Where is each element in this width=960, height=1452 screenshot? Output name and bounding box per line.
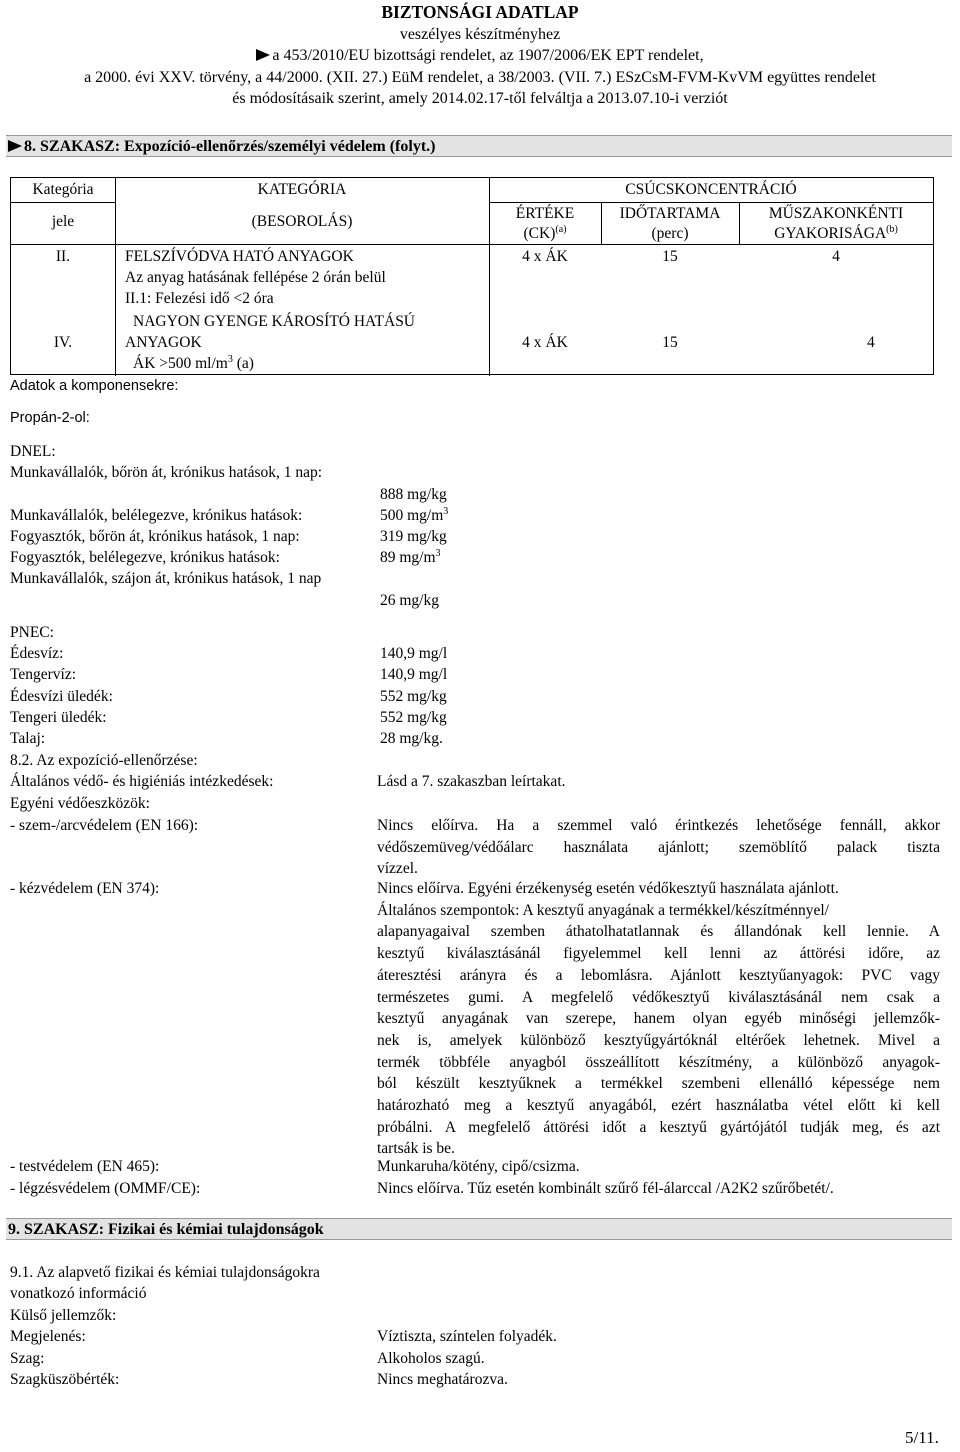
dnel-row-5-label: Munkavállalók, szájon át, krónikus hatások, 1 nap (10, 570, 322, 587)
header-line-2 (0, 45, 960, 67)
pnec-row-1-label: Édesvíz: (10, 645, 64, 662)
header-line-3: a 2000. évi XXV. törvény, a 44/2000. (XII. 27.) EüM rendelet, a 38/2003. (VII. 7.) ESzCsM-FVM-KvVM együttes rendelet (84, 68, 876, 86)
odor-value: Alkoholos szagú. (377, 1350, 485, 1367)
table-divider (11, 244, 933, 245)
body-protection-label: - testvédelem (EN 465): (10, 1158, 160, 1175)
dnel-row-1-label: Munkavállalók, bőrön át, krónikus hatások, 1 nap: (10, 464, 323, 481)
header-csucskoncentracio: CSÚCSKONCENTRÁCIÓ (625, 181, 797, 198)
pnec-row-1-value: 140,9 mg/l (380, 645, 448, 662)
pnec-row-4-label: Tengeri üledék: (10, 709, 107, 726)
row-1-line-3: II.1: Felezési idő <2 óra (125, 290, 274, 307)
row-1-gyakorisag: 4 (832, 248, 840, 265)
header-gyakorisaga (739, 224, 933, 243)
general-measures-label: Általános védő- és higiéniás intézkedések: (10, 773, 274, 790)
respiratory-protection-label: - légzésvédelem (OMMF/CE): (10, 1180, 201, 1197)
exposure-category-table (10, 177, 934, 375)
header-ck (489, 224, 601, 243)
header-erteke: ÉRTÉKE (515, 205, 575, 222)
section-8-title: 8. SZAKASZ: Expozíció-ellenőrzés/személyi védelem (folyt.) (24, 138, 436, 155)
table-divider (115, 178, 116, 376)
row-2-idotartam: 15 (662, 334, 678, 351)
eye-protection-line: vízzel. (377, 860, 418, 878)
row-2-line-3-sup: 3 (227, 354, 233, 365)
dnel-row-4-label: Fogyasztók, belélegezve, krónikus hatások: (10, 549, 280, 566)
row-1-line-2: Az anyag hatásának fellépése 2 órán belül (125, 269, 386, 286)
dnel-row-3-label: Fogyasztók, bőrön át, krónikus hatások, 1 nap: (10, 528, 300, 545)
hand-protection-line: Általános szempontok: A kesztyű anyagának a termékkel/készítménnyel/ (377, 901, 829, 919)
odor-label: Szag: (10, 1350, 45, 1367)
hand-protection-line: ból készült kesztyűknek a termékkel szembeni ellenálló képessége nem (377, 1075, 940, 1093)
dnel-row-2-sup: 3 (443, 506, 449, 517)
header-besorolas: (BESOROLÁS) (251, 213, 353, 230)
document-header (0, 2, 960, 110)
pnec-row-2-value: 140,9 mg/l (380, 666, 448, 683)
dnel-row-2-value (380, 507, 448, 525)
row-2-line-3-suffix: (a) (232, 355, 254, 372)
dnel-row-3-value: 319 mg/kg (380, 528, 447, 545)
pnec-row-5-value: 28 mg/kg. (380, 730, 443, 747)
pnec-row-4-value: 552 mg/kg (380, 709, 447, 726)
row-2-gyakorisag: 4 (867, 334, 875, 351)
hand-protection-line: alapanyagaival szemben áthatolhatatlannak és állandónak kell lennie. A (377, 923, 940, 941)
header-kategoria: Kategória (32, 181, 94, 198)
row-1-idotartam: 15 (662, 248, 678, 265)
adatok-label: Adatok a komponensekre: (10, 378, 179, 394)
eye-protection-line: Nincs előírva. Ha a szemmel való érintkezés lehetősége fennáll, akkor (377, 817, 940, 834)
row-2-line-1: NAGYON GYENGE KÁROSÍTÓ HATÁSÚ (133, 313, 416, 330)
document-title: BIZTONSÁGI ADATLAP (381, 2, 579, 22)
hand-protection-line: kesztyű anyagának van szerepe, hanem olyan egyéb minőségi jellemzők- (377, 1010, 940, 1028)
page-number: 5/11. (905, 1428, 939, 1447)
expo-title: 8.2. Az expozíció-ellenőrzése: (10, 752, 198, 769)
hand-protection-line: határozható meg a kesztyű anyagából, ezért használatba vétel előtt ki kell (377, 1097, 940, 1115)
hand-protection-line: áteresztési arányra és a lebomlásra. Ajánlott kesztyűanyagok: PVC vagy (377, 966, 940, 984)
hand-protection-line: kesztyű kiválasztásánál figyelemmel kell lenni az áttörési időre, az (377, 945, 940, 963)
pnec-row-3-label: Édesvízi üledék: (10, 688, 113, 705)
row-2-ertek: 4 x ÁK (522, 334, 568, 351)
header-jele: jele (51, 213, 75, 230)
dnel-row-5-value: 26 mg/kg (380, 592, 439, 609)
hand-protection-line: nek is, amelyek különböző kesztyűgyártóknál eltérőek lehetnek. Mivel a (377, 1031, 940, 1049)
header-kategoria-upper: KATEGÓRIA (257, 181, 347, 198)
table-divider (11, 374, 115, 375)
body-protection-value: Munkaruha/kötény, cipő/csizma. (377, 1158, 580, 1175)
dnel-row-4-sup: 3 (435, 548, 441, 559)
section-8-heading (6, 135, 952, 157)
sec91-line-2: vonatkozó információ (10, 1285, 147, 1302)
dnel-title: DNEL: (10, 443, 56, 460)
header-line-4: és módosításaik szerint, amely 2014.02.17-től felváltja a 2013.07.10-i verziót (232, 90, 728, 107)
appearance-value: Víztiszta, színtelen folyadék. (377, 1328, 557, 1345)
row-1-ertek: 4 x ÁK (522, 248, 568, 265)
odor-threshold-value: Nincs meghatározva. (377, 1371, 508, 1388)
hand-protection-line: tartsák is be. (377, 1140, 455, 1158)
table-divider (11, 202, 115, 203)
hand-protection-line: termék többféle anyagból összeállított készítmény, a különböző anyagok- (377, 1053, 940, 1071)
appearance-label: Megjelenés: (10, 1328, 86, 1345)
header-gyakorisaga-sup: (b) (886, 224, 898, 235)
pnec-row-2-label: Tengervíz: (10, 666, 77, 683)
header-ck-text: (CK) (523, 225, 556, 242)
general-measures-value: Lásd a 7. szakaszban leírtakat. (377, 773, 566, 790)
eye-protection-text (377, 815, 940, 880)
hand-protection-line: Nincs előírva. Egyéni érzékenység esetén védőkesztyű használata ajánlott. (377, 880, 839, 897)
pvd-label: Egyéni védőeszközök: (10, 795, 150, 812)
dnel-row-4-value (380, 549, 441, 567)
header-perc: (perc) (651, 225, 689, 242)
triangle-arrow-icon (8, 140, 22, 152)
sec91-line-3: Külső jellemzők: (10, 1307, 117, 1324)
header-ck-sup: (a) (555, 224, 567, 235)
hand-protection-text (377, 878, 940, 1160)
dnel-row-1-value: 888 mg/kg (380, 486, 447, 503)
eye-protection-label: - szem-/arcvédelem (EN 166): (10, 817, 199, 834)
hand-protection-line: természetes gumi. A megfelelő védőkesztyű kiválasztásánál nem csak a (377, 988, 940, 1006)
row-1-jele: II. (55, 248, 71, 265)
triangle-arrow-icon (256, 49, 270, 61)
hand-protection-label: - kézvédelem (EN 374): (10, 880, 160, 897)
row-2-line-3 (133, 354, 254, 373)
row-2-line-2: ANYAGOK (125, 334, 202, 351)
section-9-heading: 9. SZAKASZ: Fizikai és kémiai tulajdonságok (6, 1218, 952, 1240)
row-2-jele: IV. (53, 334, 73, 351)
hand-protection-line: próbálni. A megfelelő áttörési időt a kesztyű gyártójától tudják meg, és azt (377, 1118, 940, 1136)
pnec-row-3-value: 552 mg/kg (380, 688, 447, 705)
header-muszakonkenti: MŰSZAKONKÉNTI (768, 205, 904, 222)
row-2-line-3-text: ÁK >500 ml/m (133, 355, 228, 372)
propan-label: Propán-2-ol: (10, 410, 90, 426)
dnel-row-2-label: Munkavállalók, belélegezve, krónikus hatások: (10, 507, 303, 524)
dnel-row-2-value-text: 500 mg/m (380, 507, 444, 524)
header-line-1: veszélyes készítményhez (399, 25, 561, 43)
eye-protection-line: védőszemüveg/védőálarc használata ajánlott; szemöblítő palack tiszta (377, 838, 940, 856)
pnec-row-5-label: Talaj: (10, 730, 46, 747)
row-1-line-1: FELSZÍVÓDVA HATÓ ANYAGOK (125, 248, 354, 265)
sec91-line-1: 9.1. Az alapvető fizikai és kémiai tulajdonságokra (10, 1264, 320, 1281)
header-gyakorisaga-text: GYAKORISÁGA (774, 225, 887, 242)
dnel-row-4-value-text: 89 mg/m (380, 549, 436, 566)
table-divider (489, 202, 933, 203)
header-idotartama: IDŐTARTAMA (619, 205, 721, 222)
header-line-2-text: a 453/2010/EU bizottsági rendelet, az 1907/2006/EK EPT rendelet, (272, 47, 704, 64)
odor-threshold-label: Szagküszöbérték: (10, 1371, 120, 1388)
respiratory-protection-value: Nincs előírva. Tűz esetén kombinált szűrő fél-álarccal /A2K2 szűrőbetét/. (377, 1180, 834, 1197)
pnec-title: PNEC: (10, 624, 54, 641)
